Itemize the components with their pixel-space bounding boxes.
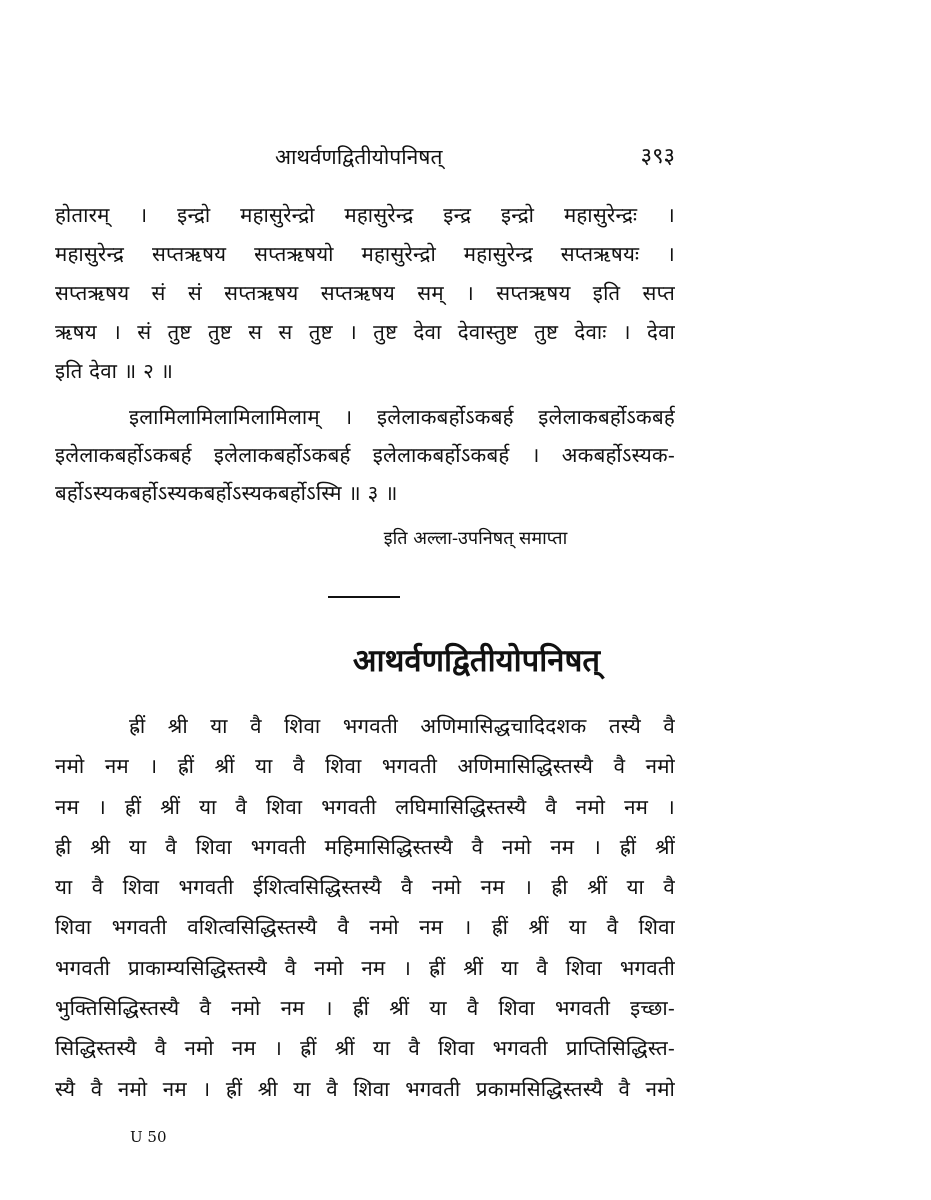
- text-line: होतारम् । इन्द्रो महासुरेन्द्रो महासुरेन्द्र इन्द्र इन्द्रो महासुरेन्द्रः ।: [55, 203, 675, 227]
- running-title: आथर्वणद्वितीयोपनिषत्: [275, 145, 443, 169]
- text-line: इति देवा ॥ २ ॥: [55, 359, 174, 383]
- text-line: स्यै वै नमो नम । ह्रीं श्री या वै शिवा भगवती प्रकामसिद्धिस्तस्यै वै नमो: [55, 1076, 675, 1101]
- page-number: ३९३: [640, 144, 675, 169]
- text-line: सिद्धिस्तस्यै वै नमो नम । ह्रीं श्रीं या वै शिवा भगवती प्राप्तिसिद्धिस्त-: [55, 1036, 675, 1061]
- previous-section-text: [55, 196, 675, 391]
- text-line: नम । ह्रीं श्रीं या वै शिवा भगवती लघिमासिद्धिस्तस्यै वै नमो नम ।: [55, 794, 675, 819]
- mantra-paragraph: [55, 398, 675, 512]
- signature-mark: U 50: [130, 1128, 167, 1146]
- section-divider: [328, 596, 400, 598]
- text-line: या वै शिवा भगवती ईशित्वसिद्धिस्तस्यै वै नमो नम । ह्री श्रीं या वै: [55, 875, 675, 900]
- text-line: ह्री श्री या वै शिवा भगवती महिमासिद्धिस्तस्यै वै नमो नम । ह्रीं श्रीं: [55, 834, 675, 859]
- text-line: इलामिलामिलामिलामिलाम् । इलेलाकबर्होऽकबर्ह इलेलाकबर्होऽकबर्ह: [129, 405, 675, 429]
- section-title: आथर्वणद्वितीयोपनिषत्: [352, 643, 601, 679]
- section-body-text: [55, 706, 675, 1109]
- text-line: ऋषय । सं तुष्ट तुष्ट स स तुष्ट । तुष्ट देवा देवास्तुष्ट तुष्ट देवाः । देवा: [55, 320, 675, 344]
- text-line: बर्होऽस्यकबर्होऽस्यकबर्होऽस्यकबर्होऽस्मि ॥ ३ ॥: [55, 481, 398, 505]
- text-line: ह्रीं श्री या वै शिवा भगवती अणिमासिद्धचादिदशक तस्यै वै: [129, 714, 675, 738]
- colophon: इति अल्ला-उपनिषत् समाप्ता: [383, 528, 568, 549]
- text-line: इलेलाकबर्होऽकबर्ह इलेलाकबर्होऽकबर्ह इलेलाकबर्होऽकबर्ह । अकबर्होऽस्यक-: [55, 443, 675, 467]
- text-line: शिवा भगवती वशित्वसिद्धिस्तस्यै वै नमो नम । ह्रीं श्रीं या वै शिवा: [55, 915, 675, 940]
- text-line: सप्तऋषय सं सं सप्तऋषय सप्तऋषय सम् । सप्तऋषय इति सप्त: [55, 281, 675, 305]
- text-line: नमो नम । ह्रीं श्रीं या वै शिवा भगवती अणिमासिद्धिस्तस्यै वै नमो: [55, 754, 675, 779]
- text-line: भुक्तिसिद्धिस्तस्यै वै नमो नम । ह्रीं श्रीं या वै शिवा भगवती इच्छा-: [55, 996, 675, 1021]
- text-line: भगवती प्राकाम्यसिद्धिस्तस्यै वै नमो नम । ह्रीं श्रीं या वै शिवा भगवती: [55, 955, 675, 980]
- running-header: [55, 140, 675, 174]
- text-line: महासुरेन्द्र सप्तऋषय सप्तऋषयो महासुरेन्द्रो महासुरेन्द्र सप्तऋषयः ।: [55, 242, 675, 266]
